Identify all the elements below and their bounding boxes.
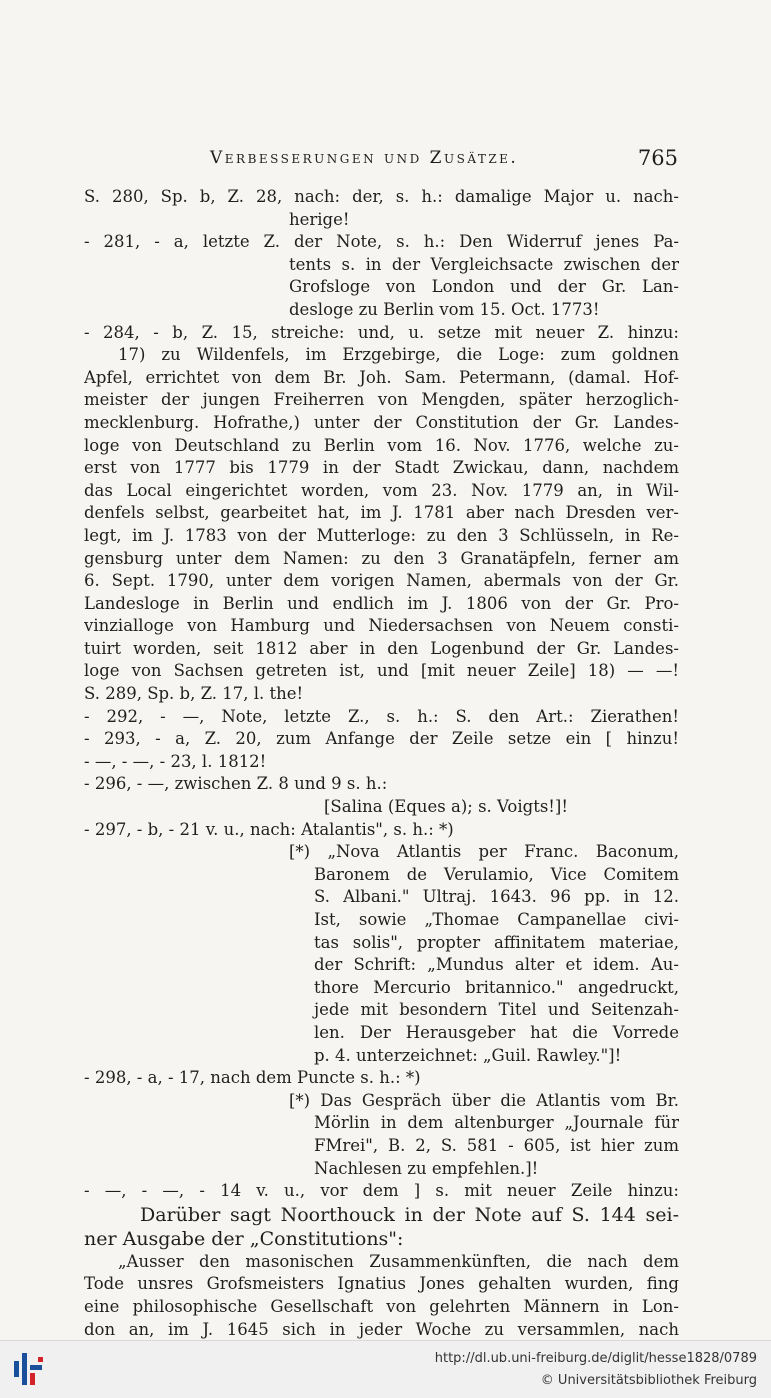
text-line: loge von Sachsen getreten ist, und [mit neuer Zeile] 18) — —! — [84, 661, 679, 681]
permalink-link[interactable]: http://dl.ub.uni-freiburg.de/diglit/hesse1828/0789 — [434, 1351, 757, 1366]
text-line: loge von Deutschland zu Berlin vom 16. Nov. 1776, welche zu- — [84, 435, 679, 455]
running-title: Verbesserungen und Zusätze. — [210, 148, 519, 168]
text-line: tas solis", propter affinitatem materiae, — [314, 932, 679, 952]
text-line: S. 280, Sp. b, Z. 28, nach: der, s. h.: damalige Major u. nach- — [84, 187, 679, 206]
text-line: - 293, - a, Z. 20, zum Anfange der Zeile setze ein [ hinzu! — [84, 729, 679, 749]
text-line: ner Ausgabe der „Constitutions": — [84, 1227, 404, 1250]
text-line: Grofsloge von London und der Gr. Lan- — [289, 277, 679, 297]
text-line: Tode unsres Grofsmeisters Ignatius Jones gehalten wurden, fing — [84, 1274, 679, 1294]
text-line: tuirt worden, seit 1812 aber in den Logenbund der Gr. Landes- — [84, 638, 679, 658]
text-line: Mörlin in dem altenburger „Journale für — [314, 1113, 679, 1133]
text-line: Darüber sagt Noorthouck in der Note auf S. 144 sei- — [140, 1203, 679, 1226]
text-line: - 296, - —, zwischen Z. 8 und 9 s. h.: — [84, 774, 388, 794]
text-line: mecklenburg. Hofrathe,) unter der Constitution der Gr. Landes- — [84, 412, 679, 432]
text-line: vinzialloge von Hamburg und Niedersachsen von Neuem consti- — [84, 616, 679, 636]
text-line: - 284, - b, Z. 15, streiche: und, u. setze mit neuer Z. hinzu: — [84, 322, 679, 342]
text-line: jede mit besondern Titel und Seitenzah- — [314, 1000, 679, 1020]
library-logo-icon — [10, 1349, 50, 1389]
page-number: 765 — [637, 146, 678, 170]
text-line: p. 4. unterzeichnet: „Guil. Rawley."]! — [314, 1045, 622, 1065]
text-line: der Schrift: „Mundus alter et idem. Au- — [314, 955, 679, 975]
text-line: S. Albani." Ultraj. 1643. 96 pp. in 12. — [314, 887, 679, 907]
text-line: S. 289, Sp. b, Z. 17, l. the! — [84, 684, 304, 704]
text-line: don an, im J. 1645 sich in jeder Woche zu versammlen, nach — [84, 1319, 679, 1339]
page-body — [84, 186, 679, 1341]
text-line: - 292, - —, Note, letzte Z., s. h.: S. den Art.: Zierathen! — [84, 706, 679, 726]
text-line: Ist, sowie „Thomae Campanellae civi- — [314, 910, 679, 929]
text-line: 17) zu Wildenfels, im Erzgebirge, die Loge: zum goldnen — [118, 345, 679, 365]
text-line: desloge zu Berlin vom 15. Oct. 1773! — [289, 299, 600, 319]
text-line: Landesloge in Berlin und endlich im J. 1806 von der Gr. Pro- — [84, 593, 679, 613]
text-line: tents s. in der Vergleichsacte zwischen der — [289, 254, 679, 274]
text-line: [*) „Nova Atlantis per Franc. Baconum, — [289, 842, 679, 862]
text-line: - —, - —, - 14 v. u., vor dem ] s. mit neuer Zeile hinzu: — [84, 1181, 679, 1201]
text-line: - 297, - b, - 21 v. u., nach: Atalantis", s. h.: *) — [84, 819, 454, 839]
text-line: [Salina (Eques a); s. Voigts!]! — [324, 797, 568, 817]
text-line: [*) Das Gespräch über die Atlantis vom Br. — [289, 1090, 679, 1110]
text-line: - 298, - a, - 17, nach dem Puncte s. h.: *) — [84, 1068, 421, 1088]
text-line: das Local eingerichtet worden, vom 23. Nov. 1779 an, in Wil- — [84, 480, 679, 500]
text-line: gensburg unter dem Namen: zu den 3 Granatäpfeln, ferner am — [84, 548, 679, 568]
text-line: erst von 1777 bis 1779 in der Stadt Zwickau, dann, nachdem — [84, 458, 679, 478]
text-line: meister der jungen Freiherren von Mengden, später herzoglich- — [84, 390, 679, 410]
text-line: Nachlesen zu empfehlen.]! — [314, 1158, 539, 1178]
text-line: Apfel, errichtet von dem Br. Joh. Sam. Petermann, (damal. Hof- — [84, 367, 679, 387]
text-line: thore Mercurio britannico." angedruckt, — [314, 977, 679, 997]
viewer-footer — [0, 1340, 771, 1398]
text-line: FMrei", B. 2, S. 581 - 605, ist hier zum — [314, 1135, 679, 1155]
text-line: - —, - —, - 23, l. 1812! — [84, 751, 267, 771]
text-line: len. Der Herausgeber hat die Vorrede — [314, 1022, 679, 1042]
text-line: denfels selbst, gearbeitet hat, im J. 1781 aber nach Dresden ver- — [84, 503, 679, 523]
text-line: 6. Sept. 1790, unter dem vorigen Namen, abermals von der Gr. — [84, 571, 679, 591]
text-line: herige! — [289, 209, 350, 229]
text-line: eine philosophische Gesellschaft von gelehrten Männern in Lon- — [84, 1296, 679, 1316]
text-line: Baronem de Verulamio, Vice Comitem — [314, 864, 679, 884]
text-line: legt, im J. 1783 von der Mutterloge: zu den 3 Schlüsseln, in Re- — [84, 525, 679, 545]
copyright-text: © Universitätsbibliothek Freiburg — [540, 1373, 757, 1388]
text-line: - 281, - a, letzte Z. der Note, s. h.: Den Widerruf jenes Pa- — [84, 232, 679, 252]
running-header — [210, 146, 678, 172]
text-line: „Ausser den masonischen Zusammenkünften, die nach dem — [118, 1251, 679, 1271]
